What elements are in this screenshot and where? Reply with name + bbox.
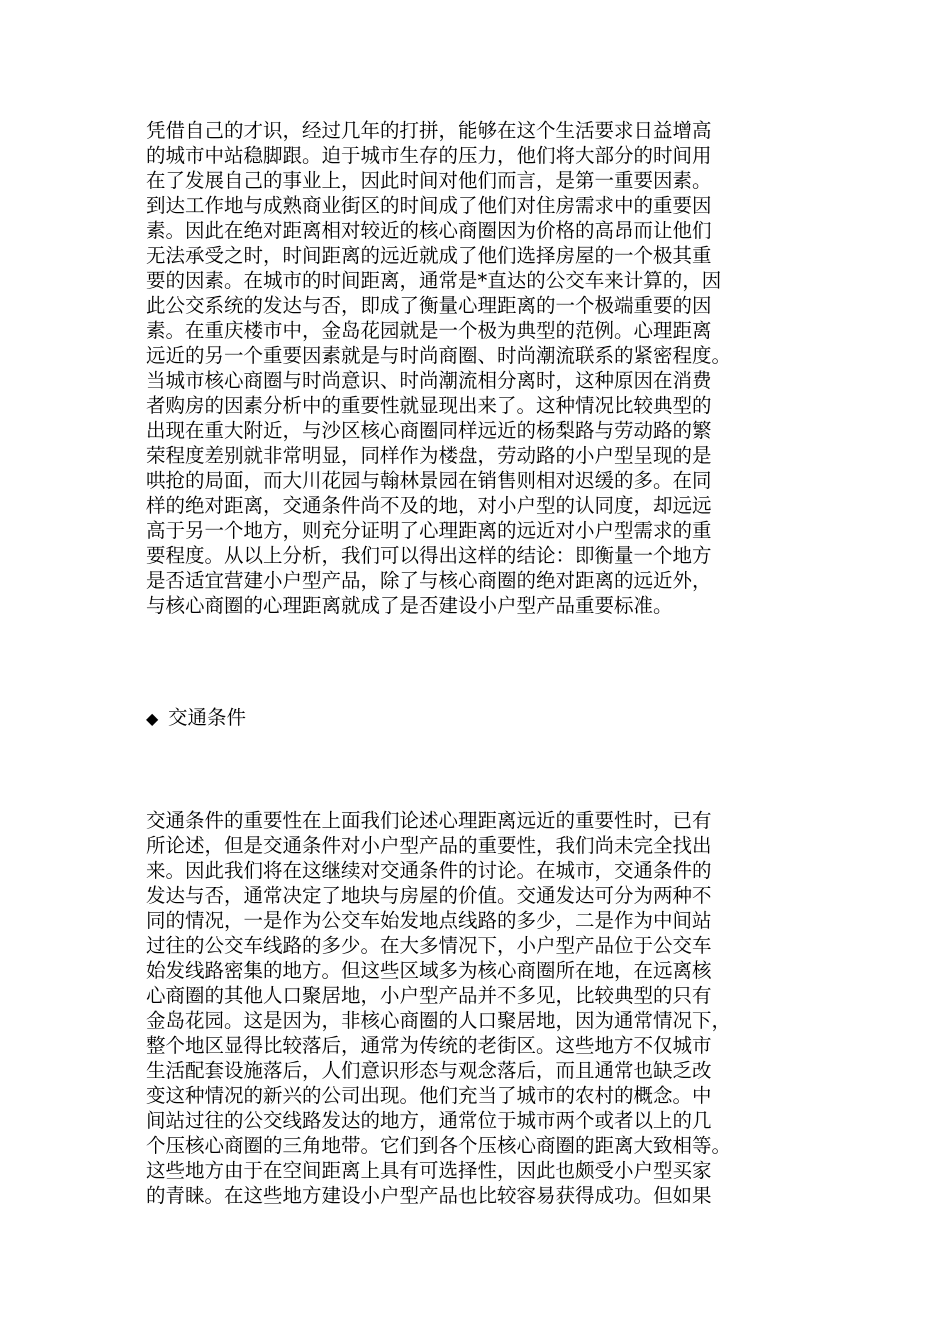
paragraph-traffic-conditions [146,808,816,1208]
text-line: 无法承受之时，时间距离的远近就成了他们选择房屋的一个极其重 [146,244,712,267]
text-line: 在了发展自己的事业上，因此时间对他们而言，是第一重要因素。 [146,169,712,192]
text-line: 到达工作地与成熟商业街区的时间成了他们对住房需求中的重要因 [146,194,712,217]
text-line: 发达与否，通常决定了地块与房屋的价值。交通发达可分为两种不 [146,884,712,907]
text-line: 者购房的因素分析中的重要性就显现出来了。这种情况比较典型的 [146,394,712,417]
text-line: 要程度。从以上分析，我们可以得出这样的结论：即衡量一个地方 [146,544,712,567]
text-line: 的城市中站稳脚跟。迫于城市生存的压力，他们将大部分的时间用 [146,144,712,167]
text-line: 此公交系统的发达与否，即成了衡量心理距离的一个极端重要的因 [146,294,712,317]
text-line: 交通条件的重要性在上面我们论述心理距离远近的重要性时，已有 [146,809,712,832]
text-line: 素。因此在绝对距离相对较近的核心商圈因为价格的高昂而让他们 [146,219,712,242]
text-line: 是否适宜营建小户型产品，除了与核心商圈的绝对距离的远近外， [146,569,712,592]
section-heading-text: 交通条件 [168,706,247,729]
text-line: 与核心商圈的心理距离就成了是否建设小户型产品重要标准。 [146,594,673,617]
text-line: 所论述，但是交通条件对小户型产品的重要性，我们尚未完全找出 [146,834,712,857]
text-line: 荣程度差别就非常明显，同样作为楼盘，劳动路的小户型呈现的是 [146,444,712,467]
text-line: 同的情况，一是作为公交车始发地点线路的多少，二是作为中间站 [146,909,712,932]
text-line: 素。在重庆楼市中，金岛花园就是一个极为典型的范例。心理距离 [146,319,712,342]
text-line: 间站过往的公交线路发达的地方，通常位于城市两个或者以上的几 [146,1109,712,1132]
text-line: 要的因素。在城市的时间距离，通常是*直达的公交车来计算的，因 [146,269,722,292]
text-line: 的青睐。在这些地方建设小户型产品也比较容易获得成功。但如果 [146,1184,712,1207]
text-line: 心商圈的其他人口聚居地，小户型产品并不多见，比较典型的只有 [146,984,712,1007]
text-line: 哄抢的局面，而大川花园与翰林景园在销售则相对迟缓的多。在同 [146,469,712,492]
text-line: 凭借自己的才识，经过几年的打拼，能够在这个生活要求日益增高 [146,119,712,142]
text-line: 个压核心商圈的三角地带。它们到各个压核心商圈的距离大致相等。 [146,1134,732,1157]
diamond-bullet-icon: ◆ [146,709,159,728]
text-line: 金岛花园。这是因为，非核心商圈的人口聚居地，因为通常情况下， [146,1009,732,1032]
text-line: 当城市核心商圈与时尚意识、时尚潮流相分离时，这种原因在消费 [146,369,712,392]
text-line: 来。因此我们将在这继续对交通条件的讨论。在城市，交通条件的 [146,859,712,882]
text-line: 远近的另一个重要因素就是与时尚商圈、时尚潮流联系的紧密程度。 [146,344,732,367]
text-line: 生活配套设施落后，人们意识形态与观念落后，而且通常也缺乏改 [146,1059,712,1082]
paragraph-psychological-distance [146,118,816,618]
text-line: 始发线路密集的地方。但这些区域多为核心商圈所在地，在远离核 [146,959,712,982]
text-line: 出现在重大附近，与沙区核心商圈同样远近的杨梨路与劳动路的繁 [146,419,712,442]
text-line: 这些地方由于在空间距离上具有可选择性，因此也颇受小户型买家 [146,1159,712,1182]
text-line: 高于另一个地方，则充分证明了心理距离的远近对小户型需求的重 [146,519,712,542]
text-line: 样的绝对距离，交通条件尚不及的地，对小户型的认同度，却远远 [146,494,712,517]
text-line: 过往的公交车线路的多少。在大多情况下，小户型产品位于公交车 [146,934,712,957]
text-line: 整个地区显得比较落后，通常为传统的老街区。这些地方不仅城市 [146,1034,712,1057]
text-line: 变这种情况的新兴的公司出现。他们充当了城市的农村的概念。中 [146,1084,712,1107]
section-heading [146,705,246,731]
